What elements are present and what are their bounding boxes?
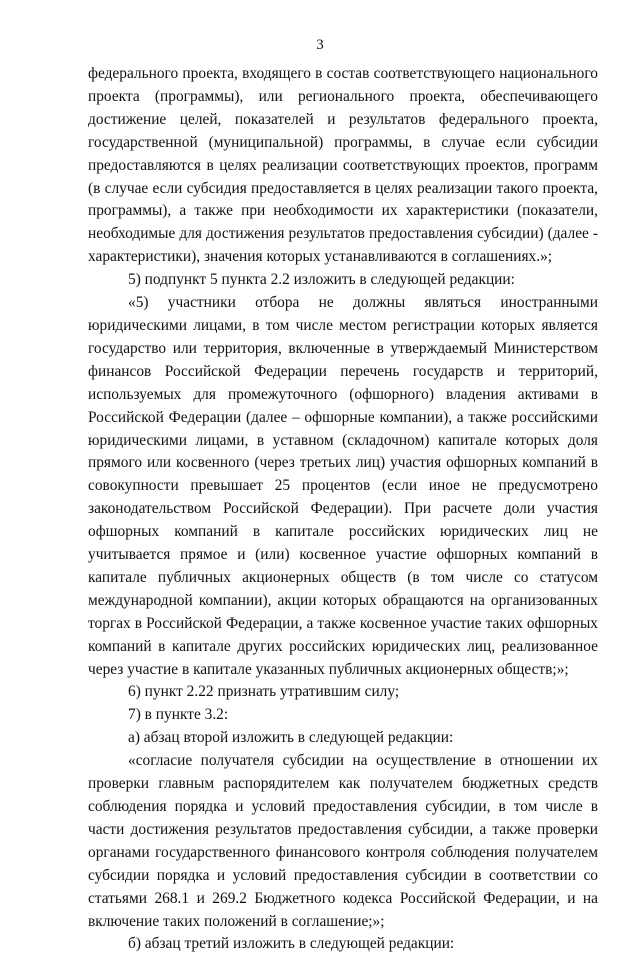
paragraph-item-5: 5) подпункт 5 пункта 2.2 изложить в следующей редакции: — [128, 271, 515, 289]
paragraph-consent: «согласие получателя субсидии на осуществление в отношении их проверки главным распорядителем как получателем бюджетных средств соблюдения порядка и условий предоставления субсидии, в том числе в части достижения результатов предоставления субсидии, а также проверки органами государственного финансового контроля соблюдения получателем субсидии порядка и условий предоставления субсидии в соответствии со статьями 268.1 и 269.2 Бюджетного кодекса Российской Федерации, и на включение таких положений в соглашение;»; — [88, 752, 598, 930]
paragraph-subitem-a: а) абзац второй изложить в следующей редакции: — [128, 729, 454, 747]
document-body — [88, 63, 598, 956]
paragraph-federal-project: федерального проекта, входящего в состав соответствующего национального проекта (программы), или регионального проекта, обеспечивающего достижение целей, показателей и результатов федерального проекта, государственной (муниципальной) программы, в случае если субсидии предоставляются в целях реализации соответствующих проектов, программ (в случае если субсидия предоставляется в целях реализации такого проекта, программы), а также при необходимости их характеристики (показатели, необходимые для достижения результатов предоставления субсидии) (далее - характеристики), значения которых устанавливаются в соглашениях.»; — [88, 65, 598, 266]
paragraph-subitem-b: б) абзац третий изложить в следующей редакции: — [128, 935, 455, 953]
paragraph-offshore-requirement: «5) участники отбора не должны являться иностранными юридическими лицами, в том числе местом регистрации которых является государство или территория, включенные в утверждаемый Министерством финансов Российской Федерации перечень государств и территорий, используемых для промежуточного (офшорного) владения активами в Российской Федерации (далее – офшорные компании), а также российскими юридическими лицами, в уставном (складочном) капитале которых доля прямого или косвенного (через третьих лиц) участия офшорных компаний в совокупности превышает 25 процентов (если иное не предусмотрено законодательством Российской Федерации). При расчете доли участия офшорных компаний в капитале российских юридических лиц не учитывается прямое и (или) косвенное участие офшорных компаний в капитале публичных акционерных обществ (в том числе со статусом международной компании), акции которых обращаются на организованных торгах в Российской Федерации, а также косвенное участие таких офшорных компаний в капитале других российских юридических лиц, реализованное через участие в капитале указанных публичных акционерных обществ;»; — [88, 294, 598, 678]
page-number: 3 — [316, 37, 324, 53]
paragraph-item-7: 7) в пункте 3.2: — [128, 706, 229, 724]
paragraph-item-6: 6) пункт 2.22 признать утратившим силу; — [128, 683, 400, 701]
